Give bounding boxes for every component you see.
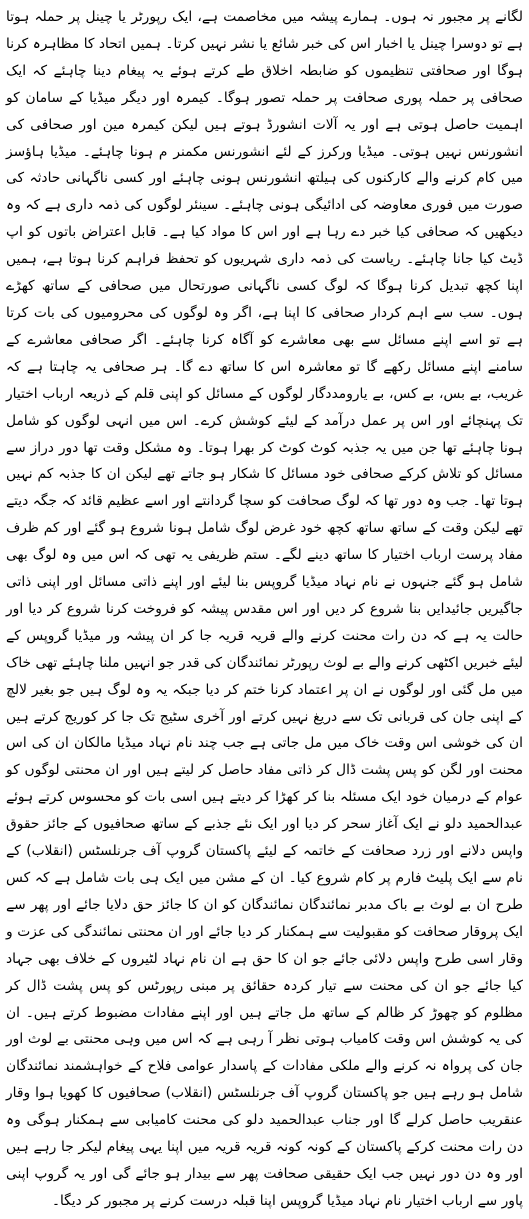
- article-body: لگانے پر مجبور نہ ہوں۔ ہمارے پیشہ میں مخاصمت ہے، ایک رپورٹر یا چینل پر حملہ ہوتا ہے تو دوسرا چینل یا اخبار اس کی خبر شائع یا نشر نہیں کرتا۔ ہمیں اتحاد کا مظاہرہ کرنا ہوگا اور صحافتی تنظیموں کو ضابطہ اخلاق طے کرتے ہوئے یہ پیغام دینا چاہئے کہ ایک صحافی پر حملہ پوری صحافت پر حملہ تصور ہوگا۔ کیمرہ اور دیگر میڈیا کے سامان کو اہمیت حاصل ہوتی ہے اور یہ آلات انشورڈ ہوتے ہیں لیکن کیمرہ مین اور صحافی کی انشورنس نہیں ہوتی۔ میڈیا ورکرز کے لئے انشورنس مکمنر م ہونا چاہئے۔ میڈیا ہاؤسز میں کام کرنے والے کارکنوں کی ہیلتھ انشورنس ہونی چاہئے اور کسی ناگہانی حادثہ کی صورت میں فوری معاوضہ کی ادائیگی ہونی چاہئے۔ سینئر لوگوں کی ذمہ داری ہے کہ وہ دیکھیں کہ صحافی کیا خبر دے رہا ہے اور اس کا مواد کیا ہے۔ قابل اعتراض باتوں کو اپ ڈیٹ کیا جانا چاہئے۔ ریاست کی ذمہ داری شہریوں کو تحفظ فراہم کرنا ہوتا ہے، ہمیں اپنا کچھ تبدیل کرنا ہوگا کہ لوگ کسی ناگہانی صورتحال میں صحافی کے ساتھ کھڑے ہوں۔ سب سے اہم کردار صحافی کا اپنا ہے، اگر وہ لوگوں کی محرومیوں کی بات کرتا ہے تو اسے اپنے مسائل سے بھی معاشرے کو آگاہ کرنا چاہئے۔ اگر صحافی معاشرے کے سامنے اپنے مسائل رکھے گا تو معاشرہ اس کا ساتھ دے گا۔ ہر صحافی یہ چاہتا ہے کہ غریب، بے بس، بے کس، بے یارومددگار لوگوں کے مسائل کو اپنی قلم کے ذریعہ ارباب اختیار تک پہنچائے اور اس پر عمل درآمد کے لیئے کوشش کرے۔ اس میں انہی لوگوں کو شامل ہونا چاہئے تھا جن میں یہ جذبہ کوٹ کوٹ کر بھرا ہوتا۔ وہ مشکل وقت تھا دور دراز سے مسائل کو تلاش کرکے صحافی خود مسائل کا شکار ہو جاتے تھے لیکن ان کا جذبہ کم نہیں ہوتا تھا۔ جب وہ دور تھا کہ لوگ صحافت کو سچا گردانتے اور اسے عظیم قائد کہ جگہ دیتے تھے لیکن وقت کے ساتھ ساتھ کچھ خود غرض لوگ شامل ہونا شروع ہو گئے اور کم ظرف مفاد پرست ارباب اختیار کا ساتھ دینے لگے۔ ستم ظریفی یہ تھی کہ اس میں وہ لوگ بھی شامل ہو گئے جنہوں نے نام نہاد میڈیا گروپس بنا لیئے اور اپنے ذاتی مسائل اور اپنی ذاتی جاگیریں جائیدایں بنا شروع کر دیں اور اس مقدس پیشہ کو فروخت کرنا شروع کر دیا اور حالت یہ ہے کہ دن رات محنت کرنے والے قریہ قریہ جا کر ان پیشہ ور میڈیا گروپس کے لیئے خبریں اکٹھی کرنے والے بے لوث رپورٹر نمائندگان کی قدر جو انہیں ملنا چاہئے تھی خاک میں مل گئی اور لوگوں نے ان پر اعتماد کرنا ختم کر دیا جبکہ یہ وہ لوگ ہیں جو بغیر لالچ کے اپنی جان کی قربانی تک سے دریغ نہیں کرتے اور آخری سٹیج تک جا کر کوریج کرتے ہیں ان کی خوشی اس وقت خاک میں مل جاتی ہے جب چند نام نہاد میڈیا مالکان ان کی اس محنت اور لگن کو پس پشت ڈال کر ذاتی مفاد حاصل کر لیتے ہیں اور ان محنتی لوگوں کو عوام کے درمیان خود ایک مسئلہ بنا کر کھڑا کر دیتے ہیں اسی بات کو محسوس کرتے ہوئے عبدالحمید دلو نے ایک آغاز سحر کر دیا اور ایک نئے جذبے کے ساتھ صحافیوں کے جائز حقوق واپس دلانے اور زرد صحافت کے خاتمہ کے لیئے پاکستان گروپ آف جرنلسٹس (انقلاب) کے نام سے ایک پلیٹ فارم پر کام شروع کیا۔ ان کے مشن میں ایک ہی بات شامل ہے کہ کس طرح ان بے لوث بے باک مدبر نمائندگان نمائندگان کو ان کا جائز حق دلایا جائے اور پھر سے ایک پروقار صحافت کو مقبولیت سے ہمکنار کر دیا جائے اور ان محنتی نمائندگی کی عزت و وقار اسی طرح واپس دلائی جائے جو ان کا حق ہے ان نام نہاد لٹیروں کے خلاف بھی جہاد کیا جائے جو ان کی محنت سے تیار کردہ حقائق پر مبنی رپورٹس کو پس پشت ڈال کر مظلوم کو چھوڑ کر ظالم کے ساتھ مل جاتے ہیں اور اپنے مفادات مضبوط کرتے ہیں۔ ان کی یہ کوشش اس وقت کامیاب ہوتی نظر آ رہی ہے کہ اس میں وہی محنتی بے لوث اور جان کی پرواہ نہ کرنے والے ملکی مفادات کے پاسدار عوامی فلاح کے خواہشمند نمائندگان شامل ہو رہے ہیں جو پاکستان گروپ آف جرنلسٹس (انقلاب) صحافیوں کا کھویا ہوا وقار عنقریب حاصل کرلے گا اور جناب عبدالحمید دلو کی محنت کامیابی سے ہمکنار ہوگی وہ دن رات محنت کرکے پاکستان کے کونہ کونہ قریہ قریہ میں اپنا یہی پیغام لیکر جا رہے ہیں اور وہ دن دور نہیں جب ایک حقیقی صحافت پھر سے بیدار ہو جائے گی اور یہ گروپ اپنی پاور سے ارباب اختیار نام نہاد میڈیا گروپس اپنا قبلہ درست کرنے پر مجبور کر دیگا۔: [6, 9, 523, 1209]
